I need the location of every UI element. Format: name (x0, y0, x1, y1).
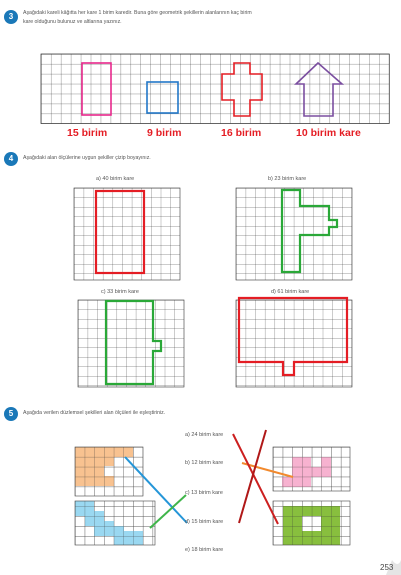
q5-shape-light-blue (75, 501, 155, 545)
q5-option-b: b) 12 birim kare (185, 460, 224, 466)
question-3-text-line2: kare olduğunu bulunuz ve altlarına yazınız. (23, 19, 122, 25)
question-4-text: Aşağıdaki alan ölçülerine uygun şekiller çizip boyayınız. (23, 155, 151, 161)
q5-shape-orange (75, 447, 143, 496)
q5-option-a: a) 24 birim kare (185, 432, 224, 438)
q4c-label: c) 33 birim kare (101, 289, 139, 295)
q5-shape-olive (273, 501, 350, 545)
q4a-label: a) 40 birim kare (96, 176, 135, 182)
question-5-text: Aşağıda verilen düzlemsel şekilleri alan ölçüleri ile eşleştiriniz. (23, 410, 166, 416)
question-3-text-line1: Aşağıdaki kareli kâğıtta her kare 1 birim karedir. Buna göre geometrik şekillerin alanlarının kaç birim (23, 10, 252, 16)
q5-match-line-red (233, 434, 278, 524)
q3-answer-1: 15 birim (67, 127, 108, 139)
q5-option-e: e) 18 birim kare (185, 547, 224, 553)
question-5-number: 5 (4, 407, 18, 421)
q3-answer-2: 9 birim (147, 127, 182, 139)
question-3-number: 3 (4, 10, 18, 24)
q5-shape-pink (273, 447, 350, 491)
question-4b-grid (236, 188, 352, 280)
question-3-grid (41, 54, 389, 124)
q3-answer-3: 16 birim (221, 127, 262, 139)
q3-answer-4: 10 birim kare (296, 127, 361, 139)
q5-match-line-green (150, 495, 186, 528)
question-4c-grid (78, 300, 184, 387)
q4d-label: d) 61 birim kare (271, 289, 310, 295)
page-number: 253 (380, 563, 394, 572)
q4b-label: b) 23 birim kare (268, 176, 307, 182)
q5-option-d: d) 15 birim kare (185, 519, 224, 525)
q5-match-line-darkred (239, 430, 266, 523)
q5-option-c: c) 13 birim kare (185, 490, 223, 496)
question-4a-grid (74, 188, 180, 280)
question-4-number: 4 (4, 152, 18, 166)
